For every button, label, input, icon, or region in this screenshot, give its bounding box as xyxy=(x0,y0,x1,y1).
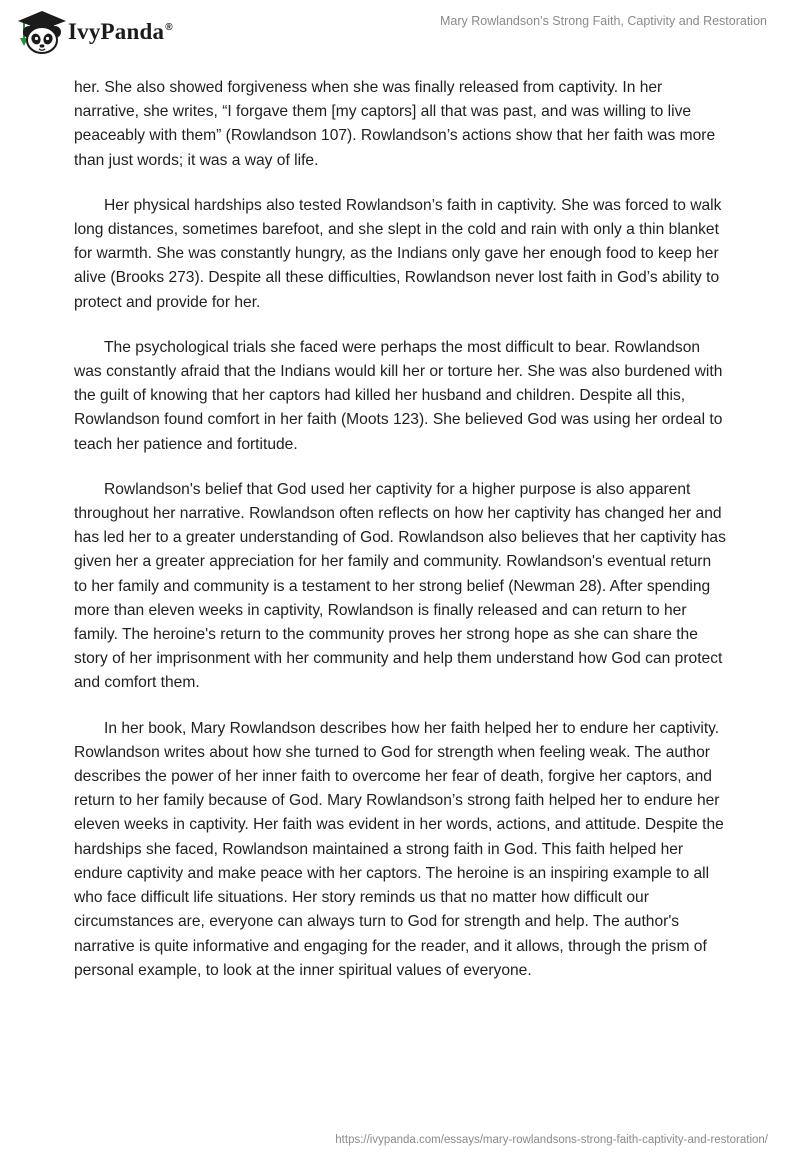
paragraph: Her physical hardships also tested Rowlandson’s faith in captivity. She was forced to walk long distances, sometimes barefoot, and she slept in the cold and rain with only a thin blanket for warmth. She was constantly hungry, as the Indians only gave her enough food to keep her alive (Brooks 273). Despite all these difficulties, Rowlandson never lost faith in God’s ability to protect and provide for her. xyxy=(74,196,722,311)
essay-body xyxy=(74,76,728,1004)
source-url-link[interactable]: https://ivypanda.com/essays/mary-rowlandsons-strong-faith-captivity-and-restoration/ xyxy=(335,1134,768,1146)
logo-wordmark: IvyPanda® xyxy=(68,19,173,44)
paragraph: In her book, Mary Rowlandson describes how her faith helped her to endure her captivity. Rowlandson writes about how she turned to God for strength when feeling weak. The author describes the power of her inner faith to overcome her fear of death, forgive her captors, and return to her family because of God. Mary Rowlandson’s strong faith helped her to endure her eleven weeks in captivity. Her faith was evident in her words, actions, and attitude. Despite the hardships she faced, Rowlandson maintained a strong faith in God. This faith helped her endure captivity and make peace with her captors. The heroine is an inspiring example to all who face difficult life situations. Her story reminds us that no matter how difficult our circumstances are, everyone can always turn to God for strength and help. The author's narrative is quite informative and engaging for the reader, and it allows, through the prism of personal example, to look at the inner spiritual values of everyone. xyxy=(74,719,724,979)
paragraph-continuation: her. She also showed forgiveness when she was finally released from captivity. In her narrative, she writes, “I forgave them [my captors] all that was past, and was willing to live peaceably with them” (Rowlandson 107). Rowlandson’s actions show that her faith was more than just words; it was a way of life. xyxy=(74,79,716,169)
running-title: Mary Rowlandson’s Strong Faith, Captivity and Restoration xyxy=(439,14,767,28)
ivypanda-logo[interactable] xyxy=(14,8,173,56)
paragraph: The psychological trials she faced were perhaps the most difficult to bear. Rowlandson was constantly afraid that the Indians would kill her or torture her. She was also burdened with the guilt of knowing that her captors had killed her husband and children. Despite all this, Rowlandson found comfort in her faith (Moots 123). She believed God was using her ordeal to teach her patience and fortitude. xyxy=(74,338,723,453)
page-header xyxy=(0,0,800,60)
panda-graduate-icon xyxy=(14,8,66,56)
paragraph: Rowlandson's belief that God used her captivity for a higher purpose is also apparent throughout her narrative. Rowlandson often reflects on how her captivity has changed her and has led her to a greater understanding of God. Rowlandson also believes that her captivity has given her a greater appreciation for her family and community. Rowlandson's eventual return to her family and community is a testament to her strong belief (Newman 28). After spending more than eleven weeks in captivity, Rowlandson is finally released and can return to her family. The heroine's return to the community proves her strong hope as she can share the story of her imprisonment with her community and help them understand how God can protect and comfort them. xyxy=(74,480,726,692)
registered-mark: ® xyxy=(165,22,173,34)
